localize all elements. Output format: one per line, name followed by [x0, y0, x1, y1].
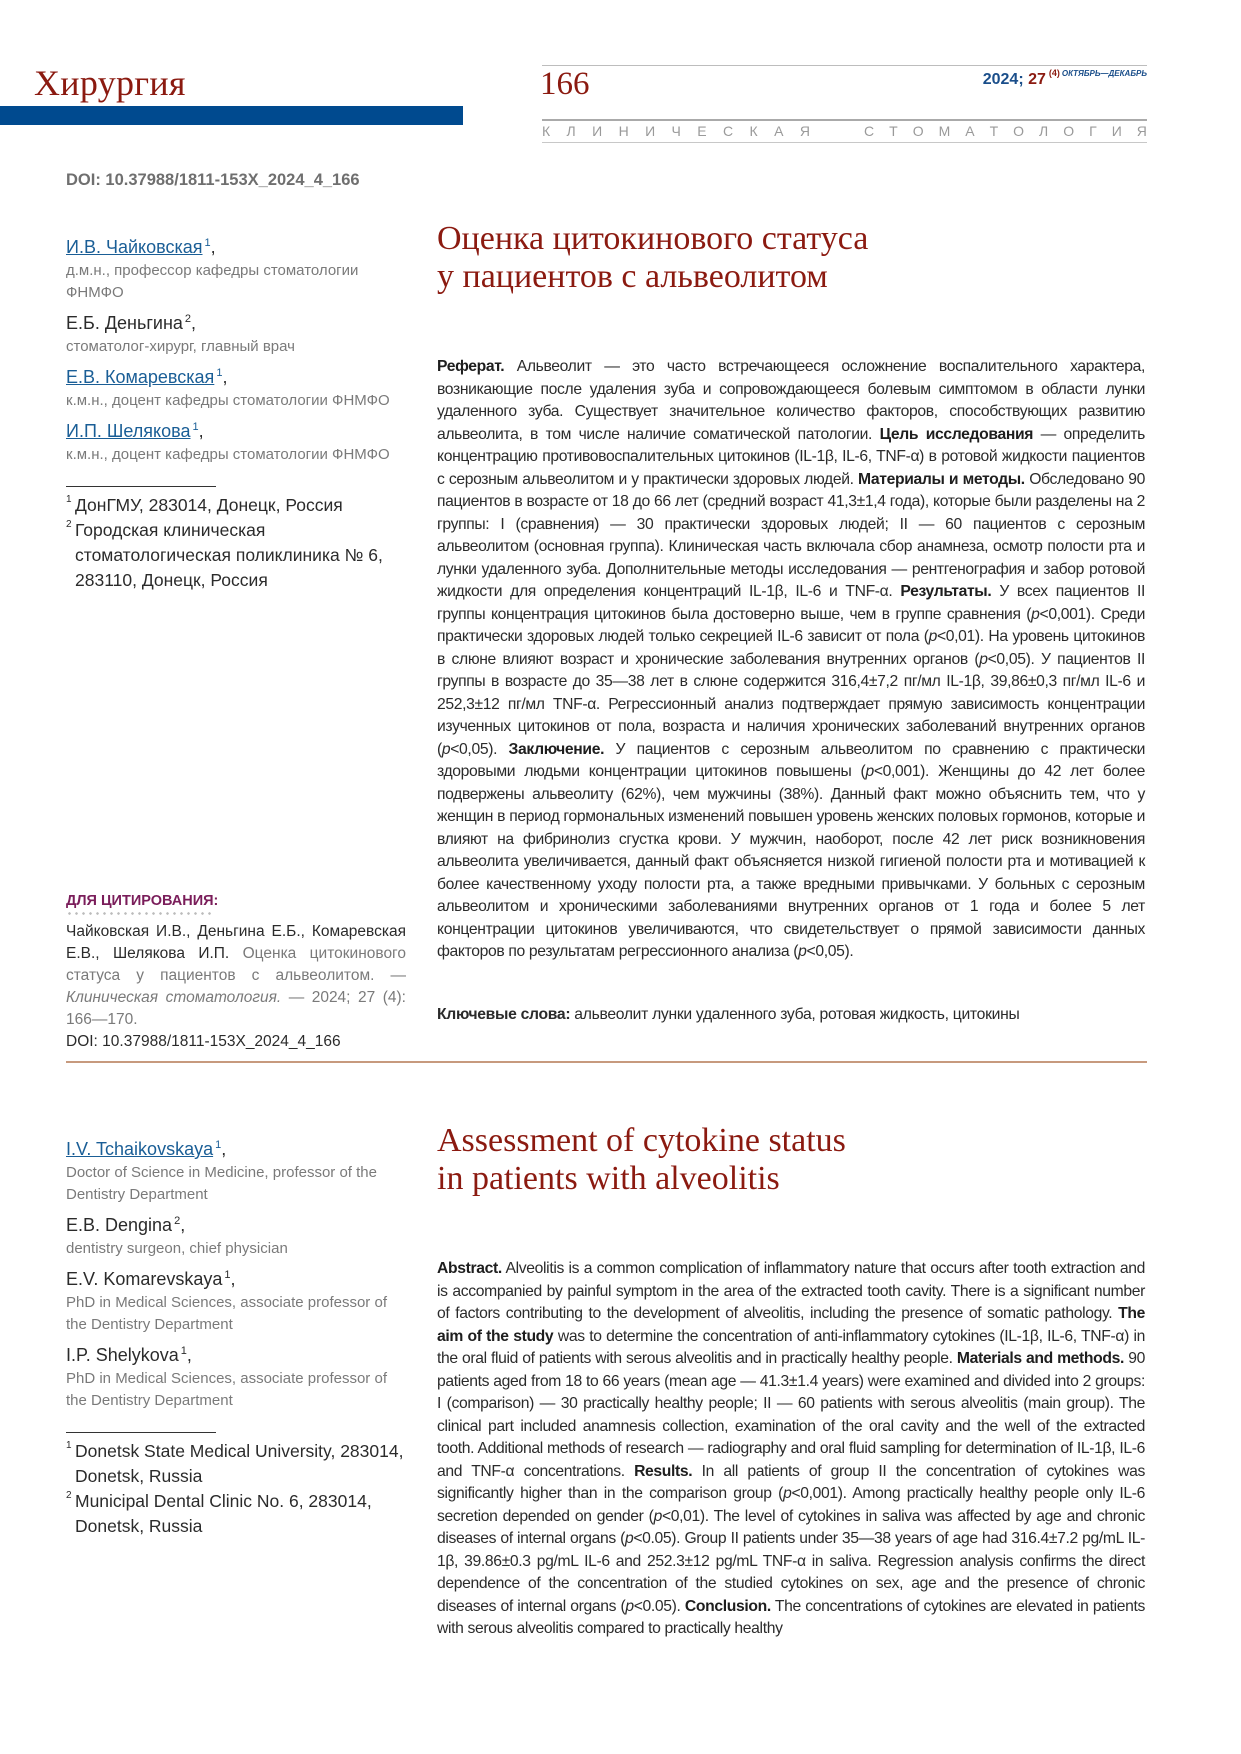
- abstract-italic: p: [441, 740, 451, 758]
- abstract-text: <0,01). The level of cytokines in saliva was affected by age and chronic diseases of internal organs (: [437, 1507, 1145, 1547]
- ru-title-line-1: Оценка цитокинового статуса: [437, 220, 869, 257]
- author-role: д.м.н., профессор кафедры стоматологии ФНМФО: [66, 262, 359, 301]
- affiliation-number: 2: [66, 1490, 72, 1501]
- citation-block: [66, 893, 406, 1053]
- abstract-italic: p: [624, 1530, 634, 1547]
- en-article-title: [437, 1122, 846, 1198]
- abstract-text: <0.05). Group II patients under 35—38 years of age had 316.4±7.2 pg/mL IL-1β, 39.86±0.3 pg/mL IL-6 and 252.3±12 pg/mL TNF-α in saliva. Regression analysis confirms the direct dependence of the concentration of the studied cytokines on sex, age and the presence of chronic diseases of internal organs (: [437, 1530, 1145, 1615]
- author-name[interactable]: И.П. Шелякова $^1$,: [66, 421, 204, 441]
- abstract-text: У пациентов с серозным альвеолитом по сравнению с практически здоровыми людьми концентрации цитокинов повышены (: [437, 740, 1145, 780]
- keywords-text: альвеолит лунки удаленного зуба, ротовая жидкость, цитокины: [570, 1006, 1020, 1023]
- journal-letter: О: [1063, 123, 1075, 139]
- author-name: Е.Б. Деньгина $^2$,: [66, 313, 197, 333]
- author-name[interactable]: Е.В. Комаревская $^1$,: [66, 367, 228, 387]
- abstract-text: У всех пациентов II группы концентрация цитокинов была достоверно выше, чем в группе сравнения (: [437, 583, 1146, 623]
- abstract-italic: p: [783, 1485, 792, 1502]
- abstract-text: <0,001). Among practically healthy people only IL-6 secretion depended on gender (: [437, 1485, 1146, 1525]
- keywords-label: Ключевые слова:: [437, 1006, 571, 1023]
- abstract-heading: Abstract.: [437, 1260, 502, 1277]
- journal-name: [542, 123, 1147, 139]
- doi[interactable]: DOI: 10.37988/1811-153X_2024_4_166: [66, 171, 360, 189]
- affiliation-rule: [66, 1432, 216, 1433]
- affiliation-marker: 1: [216, 367, 223, 379]
- rubric-title: Хирургия: [34, 63, 186, 103]
- affiliation-marker: 2: [184, 313, 192, 325]
- header-rule-mid: [542, 119, 1147, 121]
- header-rule-top: [542, 65, 1147, 66]
- abstract-heading: Цель исследования: [879, 425, 1034, 443]
- journal-word-2: [864, 123, 1147, 139]
- author-role: Doctor of Science in Medicine, professor of the Dentistry Department: [66, 1164, 377, 1203]
- journal-letter: А: [965, 123, 975, 139]
- citation-label: ДЛЯ ЦИТИРОВАНИЯ:: [66, 893, 219, 909]
- affiliation-number: 1: [66, 1440, 72, 1451]
- issue-info: [983, 68, 1147, 89]
- affiliation: [66, 1489, 406, 1539]
- author-name[interactable]: I.V. Tchaikovskaya $^1$,: [66, 1139, 227, 1159]
- header-rule-bottom: [542, 142, 1147, 143]
- page-number: 166: [540, 66, 590, 102]
- citation-doi[interactable]: DOI: 10.37988/1811-153X_2024_4_166: [66, 1033, 341, 1050]
- author-role: к.м.н., доцент кафедры стоматологии ФНМФО: [66, 446, 390, 463]
- journal-letter: Л: [566, 123, 576, 139]
- journal-letter: Т: [989, 123, 999, 139]
- abstract-italic: p: [1031, 605, 1040, 623]
- abstract-heading: Заключение.: [508, 740, 605, 758]
- abstract-text: In all patients of group II the concentration of cytokines was significantly higher than in the comparison group (: [437, 1462, 1145, 1502]
- ru-authors-block: [66, 230, 406, 593]
- journal-letter: С: [864, 123, 875, 139]
- citation-dots-divider: [66, 912, 214, 915]
- journal-letter: И: [1111, 123, 1122, 139]
- affiliation: [66, 493, 406, 518]
- en-title-line-2: in patients with alveolitis: [437, 1160, 780, 1197]
- abstract-heading: Материалы и методы.: [857, 470, 1025, 488]
- citation-title: Оценка цитокинового статуса у пациентов с альвеолитом. —: [66, 945, 406, 984]
- affiliation-number: 1: [66, 494, 72, 505]
- journal-letter: Я: [1136, 123, 1147, 139]
- author-role: к.м.н., доцент кафедры стоматологии ФНМФО: [66, 392, 390, 409]
- author-name-text[interactable]: И.П. Шелякова: [66, 421, 191, 441]
- en-authors-block: [66, 1132, 406, 1539]
- abstract-text: 90 patients aged from 18 to 66 years (mean age — 41.3±1.4 years) were examined and divided into 2 groups: I (comparison) — 30 practically healthy people; II — 60 patients with serous alveolitis (main group). The clinical part included anamnesis collection, examination of the oral cavity and the well of the extracted tooth. Additional methods of research — radiography and oral fluid sampling for determination of IL-1β, IL-6 and TNF-α concentrations.: [437, 1350, 1145, 1480]
- journal-letter: Л: [1039, 123, 1049, 139]
- citation-authors: Чайковская И.В., Деньгина Е.Б., Комаревская Е.В., Шелякова И.П.: [66, 923, 406, 962]
- abstract-text: <0,05). У пациентов II группы в возрасте до 35—38 лет в слюне содержится 316,4±7,2 пг/мл IL-1β, 39,86±0,3 пг/мл IL-6 и 252,3±12 пг/мл TNF-α. Регрессионный анализ подтверждает прямую зависимость концентрации изученных цитокинов от пола, возраста и наличия хронических заболеваний внутренних органов (: [437, 650, 1146, 758]
- author-name-text[interactable]: Е.В. Комаревская: [66, 367, 215, 387]
- affiliation-marker: 1: [180, 1345, 187, 1357]
- affiliation-marker: 1: [204, 237, 211, 249]
- journal-letter: С: [723, 123, 734, 139]
- ru-keywords: [437, 1006, 1145, 1024]
- abstract-text: The concentrations of cytokines are elevated in patients with serous alveolitis compared to practically healthy: [437, 1597, 1145, 1637]
- author-role: PhD in Medical Sciences, associate professor of the Dentistry Department: [66, 1294, 387, 1333]
- journal-letter: И: [645, 123, 656, 139]
- citation-journal: Клиническая стоматология.: [66, 989, 282, 1006]
- author-name[interactable]: И.В. Чайковская $^1$,: [66, 237, 216, 257]
- journal-letter: О: [912, 123, 924, 139]
- journal-letter: Г: [1089, 123, 1097, 139]
- abstract-text: <0,001). Женщины до 42 лет более подвержены альвеолиту (62%), чем мужчины (38%). Данный факт можно объяснить тем, что у женщин в период гормональных изменений повышен уровень женских половых гормонов, которые и влияют на фибринолиз сгустка крови. У мужчин, наоборот, после 42 лет риск возникновения альвеолита увеличивается, данный факт объясняется низкой гигиеной полости рта и мотивацией к более качественному уходу полости рта, а также вредными привычками. У больных с серозным альвеолитом и хроническими заболеваниями внутренних органов от 1 года и более 5 лет концентрации цитокинов увеличиваются, что свидетельствует о прямой зависимости данных факторов по результатам регрессионного анализа (: [437, 763, 1145, 960]
- abstract-heading: Materials and methods.: [956, 1350, 1124, 1367]
- citation-text: [66, 921, 406, 1031]
- en-title-line-1: Assessment of cytokine status: [437, 1122, 846, 1159]
- author-role: dentistry surgeon, chief physician: [66, 1240, 288, 1257]
- journal-letter: Н: [618, 123, 629, 139]
- abstract-text: <0,001). Среди практически здоровых людей только секрецией IL-6 зависит от пола (: [437, 605, 1145, 645]
- issue-year: 2024;: [982, 71, 1024, 88]
- issue-months: ОКТЯБРЬ—ДЕКАБРЬ: [1061, 69, 1147, 78]
- section-separator: [66, 1061, 1147, 1063]
- journal-word-1: [542, 123, 810, 139]
- abstract-text: Обследовано 90 пациентов в возрасте от 18 до 66 лет (средний возраст 41,3±1,4 года), которые были разделены на 2 группы: I (сравнения) — 30 практически здоровых людей; II — 60 пациентов с серозным альвеолитом (основная группа). Клиническая часть включала сбор анамнеза, осмотр полости рта и лунки удаленного зуба. Дополнительные методы исследования — рентгенография и забор ротовой жидкости для определения концентраций IL-1β, IL-6 и TNF-α.: [437, 470, 1146, 600]
- abstract-text: <0,05).: [806, 943, 854, 960]
- abstract-italic: p: [653, 1507, 662, 1525]
- affiliation-text: ДонГМУ, 283014, Донецк, Россия: [75, 495, 343, 515]
- abstract-italic: p: [625, 1597, 634, 1615]
- journal-letter: И: [592, 123, 603, 139]
- abstract-italic: p: [928, 628, 937, 645]
- journal-letter: Ч: [671, 123, 681, 139]
- abstract-heading: Results.: [634, 1462, 693, 1480]
- journal-letter: О: [1013, 123, 1025, 139]
- affiliation-marker: 1: [224, 1269, 231, 1281]
- en-abstract: [437, 1258, 1145, 1641]
- author-role: стоматолог-хирург, главный врач: [66, 338, 295, 355]
- ru-abstract: [437, 356, 1145, 964]
- author-name: E.V. Komarevskaya $^1$,: [66, 1269, 236, 1289]
- abstract-italic: p: [798, 943, 807, 960]
- issue-number: (4): [1048, 68, 1060, 78]
- abstract-text: was to determine the concentration of anti-inflammatory cytokines (IL-1β, IL-6, TNF-α) in the oral fluid of patients with serous alveolitis and in practically healthy people.: [437, 1327, 1145, 1367]
- rubric-bar: [0, 106, 463, 125]
- author-role: PhD in Medical Sciences, associate professor of the Dentistry Department: [66, 1370, 387, 1409]
- affiliation: [66, 518, 406, 593]
- journal-letter: К: [749, 123, 758, 139]
- author-name-text[interactable]: I.V. Tchaikovskaya: [66, 1139, 214, 1159]
- author-name-text: Е.Б. Деньгина: [66, 313, 183, 333]
- abstract-heading: Результаты.: [900, 583, 992, 600]
- ru-article-title: [437, 220, 868, 296]
- journal-letter: Я: [799, 123, 810, 139]
- affiliation: [66, 1439, 406, 1489]
- affiliation-text: Municipal Dental Clinic No. 6, 283014, Donetsk, Russia: [75, 1491, 372, 1536]
- author-name-text[interactable]: И.В. Чайковская: [66, 237, 203, 257]
- abstract-text: <0.05).: [633, 1597, 685, 1615]
- abstract-italic: p: [979, 650, 988, 668]
- journal-letter: А: [774, 123, 784, 139]
- abstract-italic: p: [865, 763, 874, 780]
- author-name: I.P. Shelykova $^1$,: [66, 1345, 192, 1365]
- ru-title-line-2: у пациентов с альвеолитом: [437, 258, 828, 295]
- abstract-text: — определить концентрацию противовоспалительных цитокинов (IL-1β, IL-6, TNF-α) в ротовой жидкости пациентов с серозным альвеолитом и у практически здоровых людей.: [437, 425, 1145, 488]
- journal-letter: К: [542, 123, 551, 139]
- affiliation-marker: 2: [174, 1215, 181, 1227]
- affiliation-rule: [66, 486, 216, 487]
- journal-letter: Т: [889, 123, 898, 139]
- affiliation-number: 2: [66, 519, 72, 530]
- abstract-heading: Реферат.: [437, 358, 505, 375]
- affiliation-text: Donetsk State Medical University, 283014, Donetsk, Russia: [75, 1441, 404, 1486]
- abstract-text: Альвеолит — это часто встречающееся осложнение воспалительного характера, возникающие после удаления зуба и сопровождающееся болевым симптомом в области лунки удаленного зуба. Существует значительное количество факторов, способствующих развитию альвеолита, в том числе наличие соматической патологии.: [437, 358, 1145, 443]
- issue-volume: 27: [1028, 71, 1046, 88]
- author-name: E.B. Dengina $^2$,: [66, 1215, 186, 1235]
- author-name-text: I.P. Shelykova: [66, 1345, 179, 1365]
- affiliation-marker: 1: [215, 1139, 222, 1151]
- author-name-text: E.B. Dengina: [66, 1215, 173, 1235]
- journal-letter: Е: [697, 123, 707, 139]
- affiliation-marker: 1: [192, 421, 199, 433]
- author-name-text: E.V. Komarevskaya: [66, 1269, 223, 1289]
- abstract-heading: Conclusion.: [684, 1597, 771, 1615]
- citation-details: — 2024; 27 (4): 166—170.: [66, 989, 406, 1028]
- abstract-text: <0,05).: [450, 740, 509, 758]
- abstract-heading: The aim of the study: [437, 1305, 1145, 1345]
- abstract-text: Alveolitis is a common complication of inflammatory nature that occurs after tooth extraction and is accompanied by painful symptom in the area of the extracted tooth cavity. There is a significant number of factors contributing to the development of alveolitis, including the presence of somatic pathology.: [437, 1260, 1145, 1322]
- journal-letter: М: [938, 123, 951, 139]
- affiliation-text: Городская клиническая стоматологическая поликлиника № 6, 283110, Донецк, Россия: [75, 520, 383, 590]
- abstract-text: <0,01). На уровень цитокинов в слюне влияют возраст и хронические заболевания внутренних органов (: [437, 628, 1145, 668]
